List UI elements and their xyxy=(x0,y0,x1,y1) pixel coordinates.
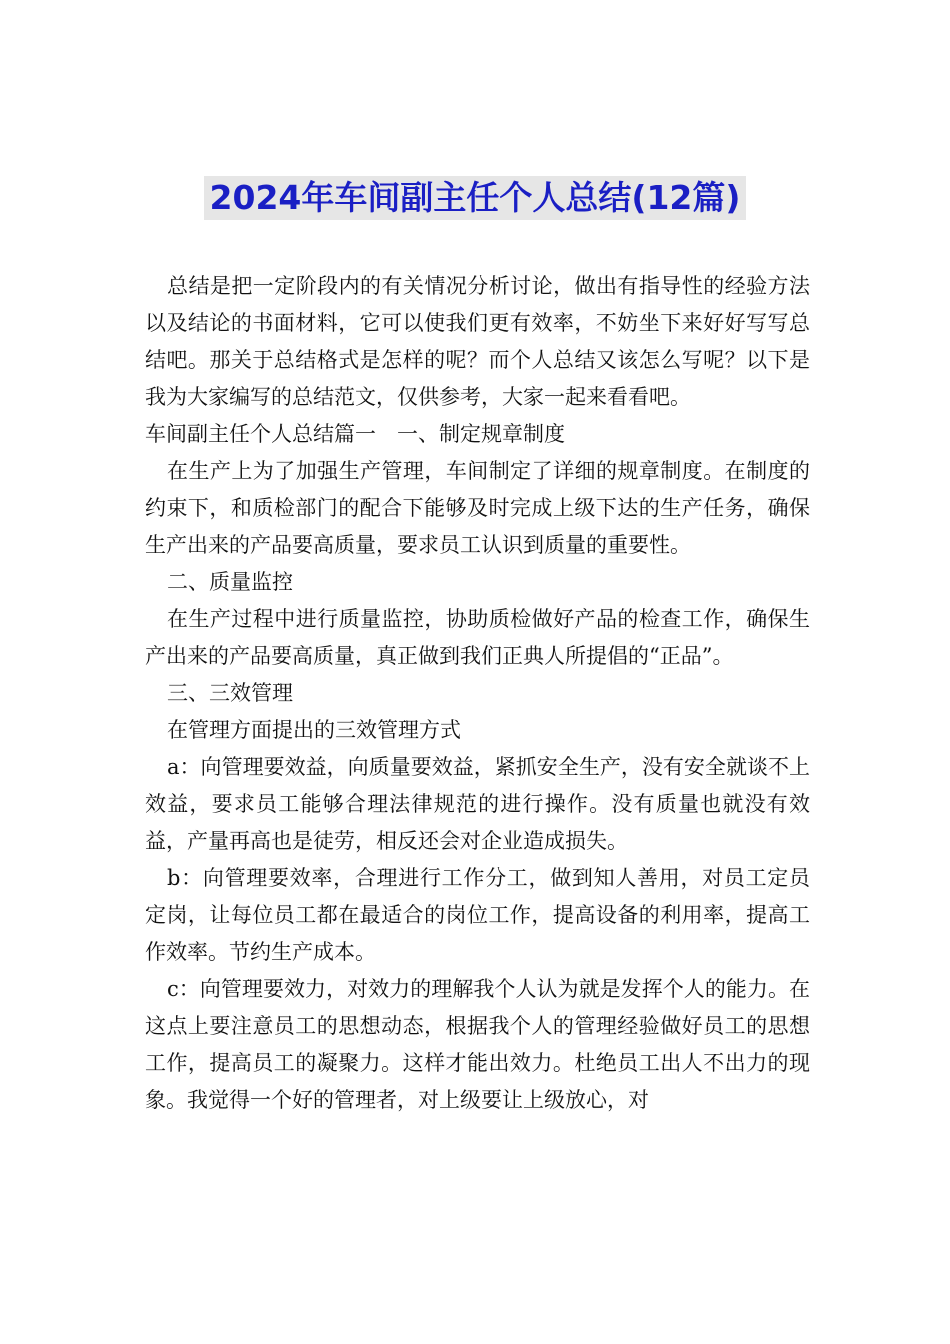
paragraph-quality: 在生产过程中进行质量监控，协助质检做好产品的检查工作，确保生产出来的产品要高质量，真正做到我们正典人所提倡的“正品”。 xyxy=(145,607,810,668)
paragraph-item-b: b：向管理要效率，合理进行工作分工，做到知人善用，对员工定员定岗，让每位员工都在最适合的岗位工作，提高设备的利用率，提高工作效率。节约生产成本。 xyxy=(145,866,810,964)
paragraph-item-a: a：向管理要效益，向质量要效益，紧抓安全生产，没有安全就谈不上效益，要求员工能够合理法律规范的进行操作。没有质量也就没有效益，产量再高也是徒劳，相反还会对企业造成损失。 xyxy=(145,755,810,853)
document-title: 2024年车间副主任个人总结(12篇) xyxy=(204,176,747,220)
section-heading-2: 二、质量监控 xyxy=(167,570,293,594)
document-body xyxy=(145,268,810,1119)
intro-paragraph: 总结是把一定阶段内的有关情况分析讨论，做出有指导性的经验方法以及结论的书面材料，它可以使我们更有效率，不妨坐下来好好写写总结吧。那关于总结格式是怎样的呢？而个人总结又该怎么写呢？以下是我为大家编写的总结范文，仅供参考，大家一起来看看吧。 xyxy=(145,274,810,409)
title-container xyxy=(0,176,950,220)
section-heading-1: 车间副主任个人总结篇一 一、制定规章制度 xyxy=(145,422,565,446)
paragraph-three-effects-intro: 在管理方面提出的三效管理方式 xyxy=(167,718,461,742)
section-heading-3: 三、三效管理 xyxy=(167,681,293,705)
paragraph-item-c: c：向管理要效力，对效力的理解我个人认为就是发挥个人的能力。在这点上要注意员工的思想动态，根据我个人的管理经验做好员工的思想工作，提高员工的凝聚力。这样才能出效力。杜绝员工出人不出力的现象。我觉得一个好的管理者，对上级要让上级放心，对 xyxy=(145,977,810,1112)
paragraph-rules: 在生产上为了加强生产管理，车间制定了详细的规章制度。在制度的约束下，和质检部门的配合下能够及时完成上级下达的生产任务，确保生产出来的产品要高质量，要求员工认识到质量的重要性。 xyxy=(145,459,810,557)
